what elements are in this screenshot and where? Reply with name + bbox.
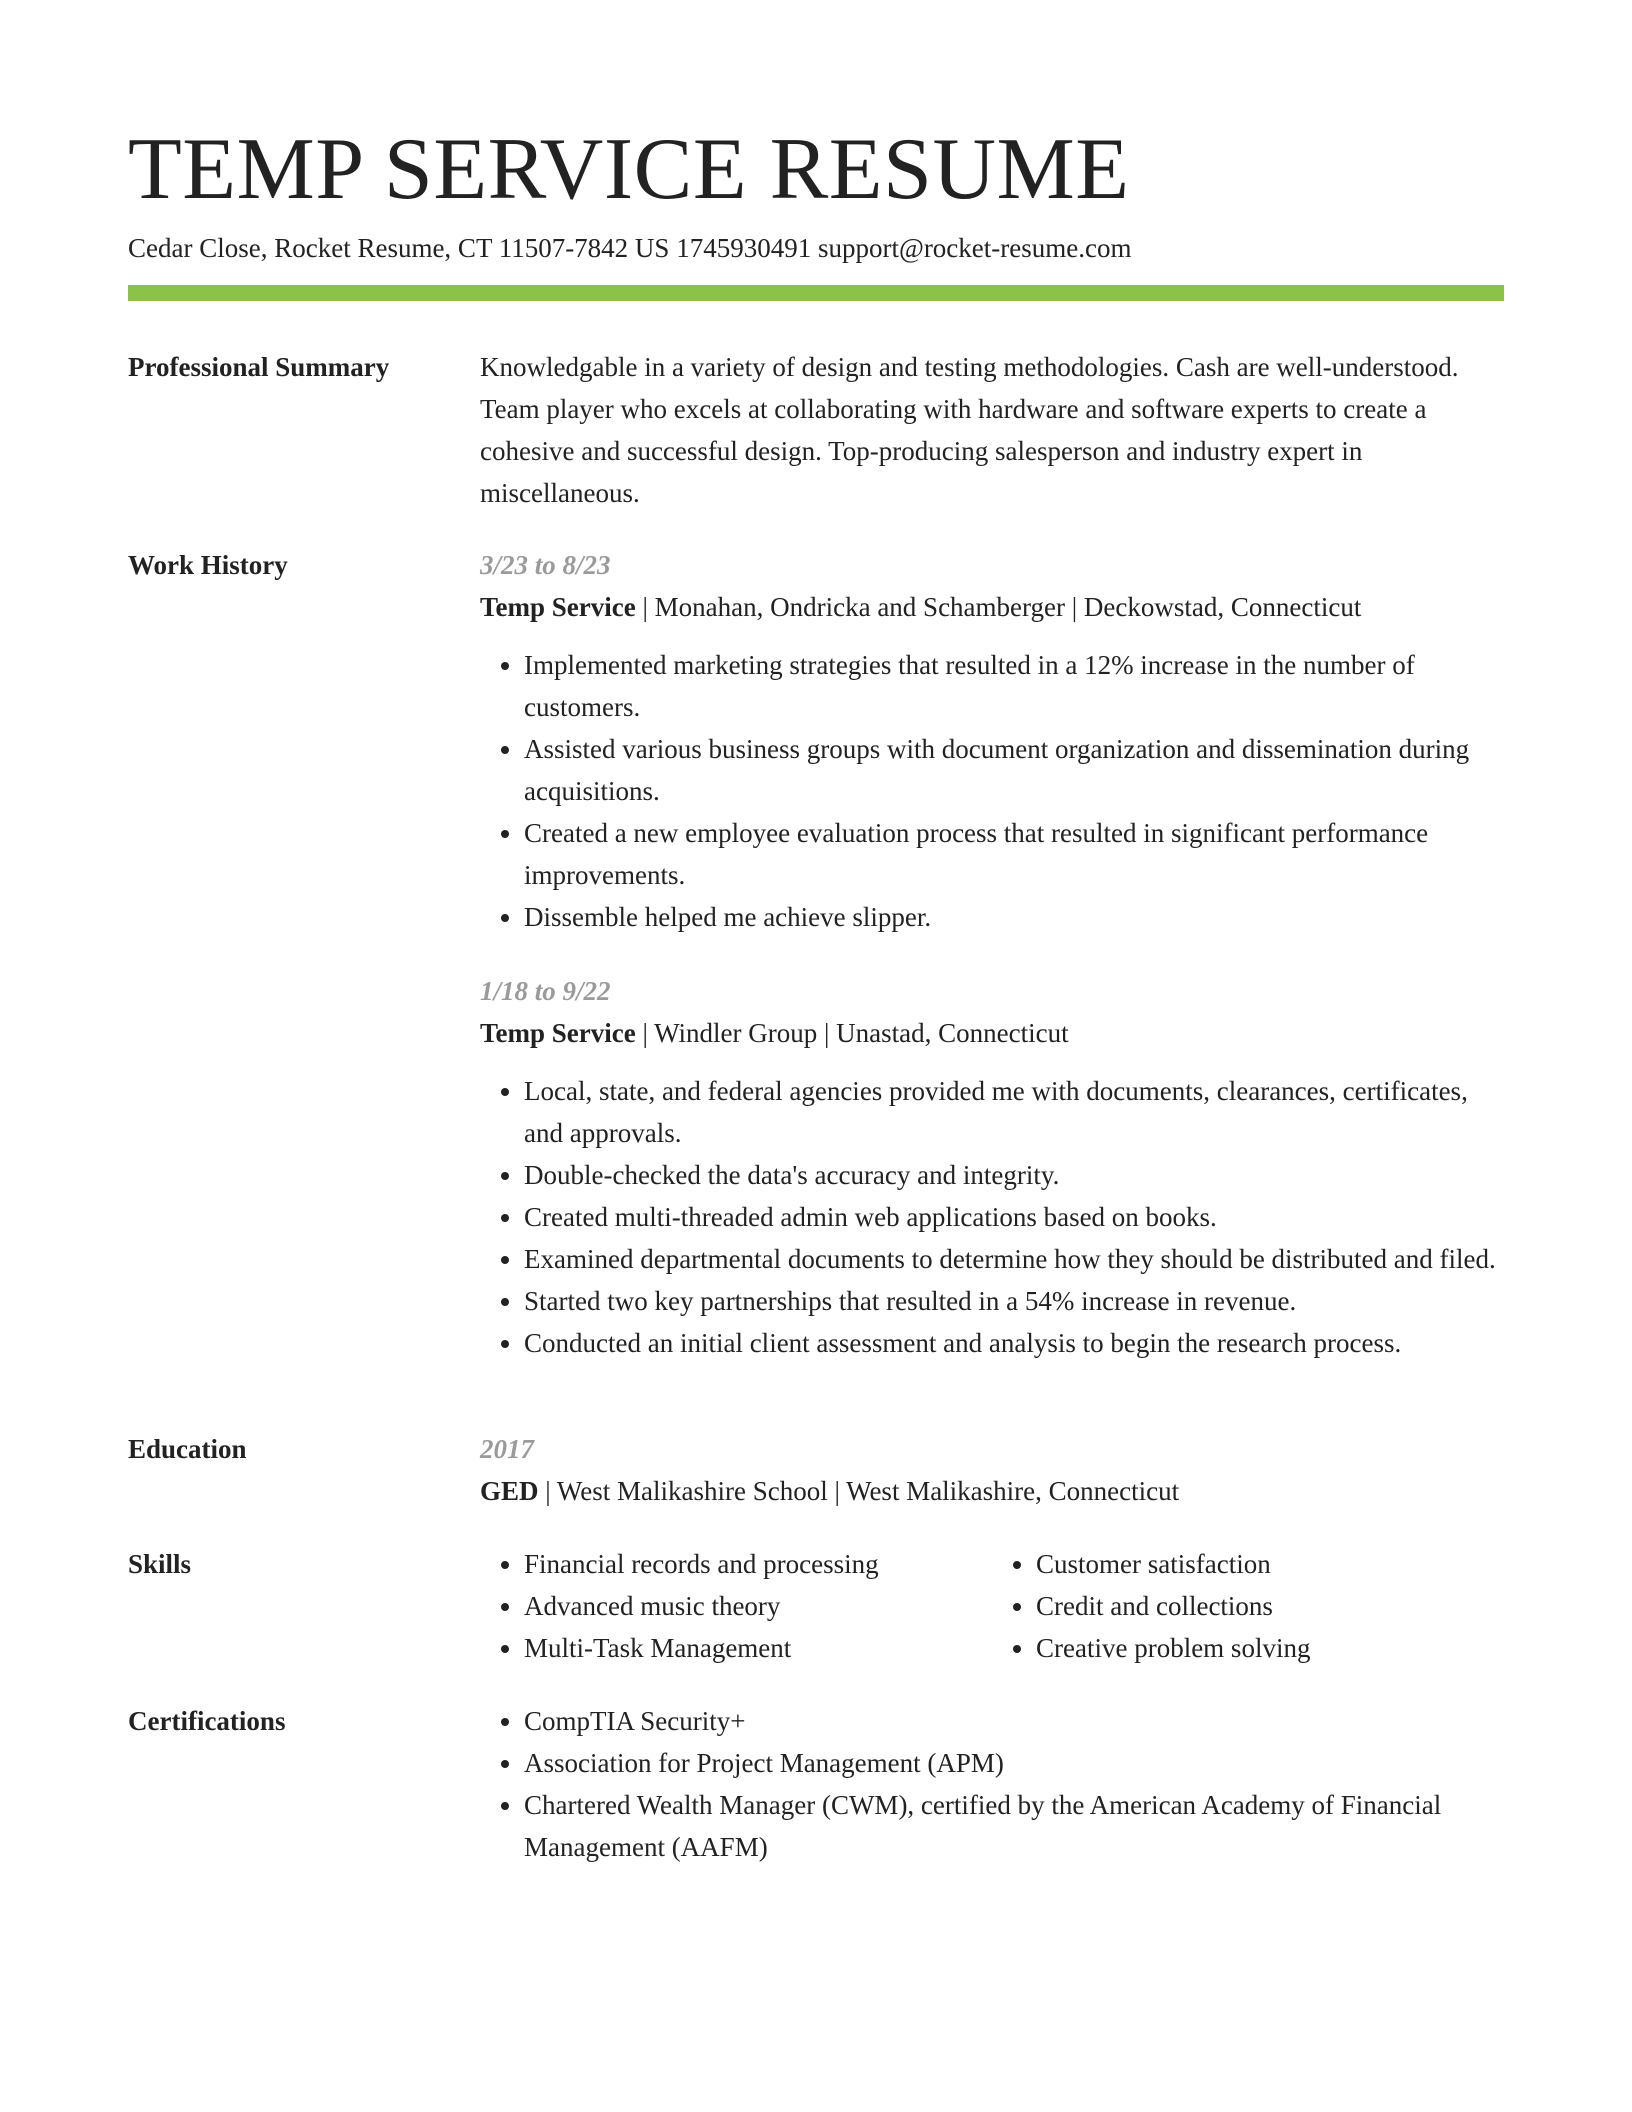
job-bullets	[480, 1070, 1504, 1364]
certification-item: • Association for Project Management (APM)	[524, 1742, 1504, 1784]
job-bullet: • Dissemble helped me achieve slipper.	[524, 896, 1504, 938]
accent-rule	[128, 285, 1504, 301]
job-role-line	[480, 1012, 1504, 1054]
skills-label: Skills	[128, 1549, 192, 1579]
job-title: Temp Service	[480, 1018, 636, 1048]
skill-item: • Credit and collections	[1036, 1585, 1504, 1627]
certifications-list	[480, 1700, 1504, 1868]
summary-content	[480, 346, 1504, 514]
certification-item: • Chartered Wealth Manager (CWM), certified by the American Academy of Financial Management (AAFM)	[524, 1784, 1504, 1868]
job-bullet: • Conducted an initial client assessment and analysis to begin the research process.	[524, 1322, 1504, 1364]
resume-title: TEMP SERVICE RESUME	[128, 121, 1130, 218]
job-bullet: • Local, state, and federal agencies provided me with documents, clearances, certificates, and approvals.	[524, 1070, 1504, 1154]
job-bullet: • Implemented marketing strategies that resulted in a 12% increase in the number of customers.	[524, 644, 1504, 728]
education-content	[480, 1428, 1504, 1512]
job-entry	[480, 544, 1504, 938]
job-bullets	[480, 644, 1504, 938]
certifications-label: Certifications	[128, 1706, 286, 1736]
job-dates: 3/23 to 8/23	[480, 550, 611, 580]
education-label: Education	[128, 1434, 247, 1464]
skill-item: • Creative problem solving	[1036, 1627, 1504, 1669]
skills-list-right	[992, 1543, 1504, 1669]
job-bullet: • Created a new employee evaluation process that resulted in significant performance improvements.	[524, 812, 1504, 896]
education-line	[480, 1470, 1504, 1512]
skill-item: • Advanced music theory	[524, 1585, 992, 1627]
certification-item: • CompTIA Security+	[524, 1700, 1504, 1742]
skill-item: • Financial records and processing	[524, 1543, 992, 1585]
skill-item: • Multi-Task Management	[524, 1627, 992, 1669]
job-bullet: • Examined departmental documents to determine how they should be distributed and filed.	[524, 1238, 1504, 1280]
skills-content	[480, 1543, 1504, 1669]
job-bullet: • Assisted various business groups with document organization and dissemination during acquisitions.	[524, 728, 1504, 812]
work-history-content	[480, 544, 1504, 1364]
work-history-label: Work History	[128, 550, 288, 580]
job-title: Temp Service	[480, 592, 636, 622]
education-degree: GED	[480, 1476, 539, 1506]
skill-item: • Customer satisfaction	[1036, 1543, 1504, 1585]
job-details: | Monahan, Ondricka and Schamberger | Deckowstad, Connecticut	[635, 592, 1362, 622]
job-entry	[480, 970, 1504, 1364]
education-details: | West Malikashire School | West Malikashire, Connecticut	[538, 1476, 1180, 1506]
job-details: | Windler Group | Unastad, Connecticut	[635, 1018, 1069, 1048]
summary-text: Knowledgable in a variety of design and testing methodologies. Cash are well-understood. Team player who excels at collaborating with hardware and software experts to create a cohesive and successful design. Top-producing salesperson and industry expert in miscellaneous.	[480, 352, 1459, 508]
job-bullet: • Created multi-threaded admin web applications based on books.	[524, 1196, 1504, 1238]
contact-line: Cedar Close, Rocket Resume, CT 11507-7842 US 1745930491 support@rocket-resume.com	[128, 233, 1132, 263]
summary-label: Professional Summary	[128, 352, 390, 382]
certifications-content	[480, 1700, 1504, 1868]
education-year: 2017	[480, 1434, 534, 1464]
job-role-line	[480, 586, 1504, 628]
skills-list-left	[480, 1543, 992, 1669]
job-bullet: • Started two key partnerships that resulted in a 54% increase in revenue.	[524, 1280, 1504, 1322]
job-bullet: • Double-checked the data's accuracy and integrity.	[524, 1154, 1504, 1196]
job-dates: 1/18 to 9/22	[480, 976, 611, 1006]
